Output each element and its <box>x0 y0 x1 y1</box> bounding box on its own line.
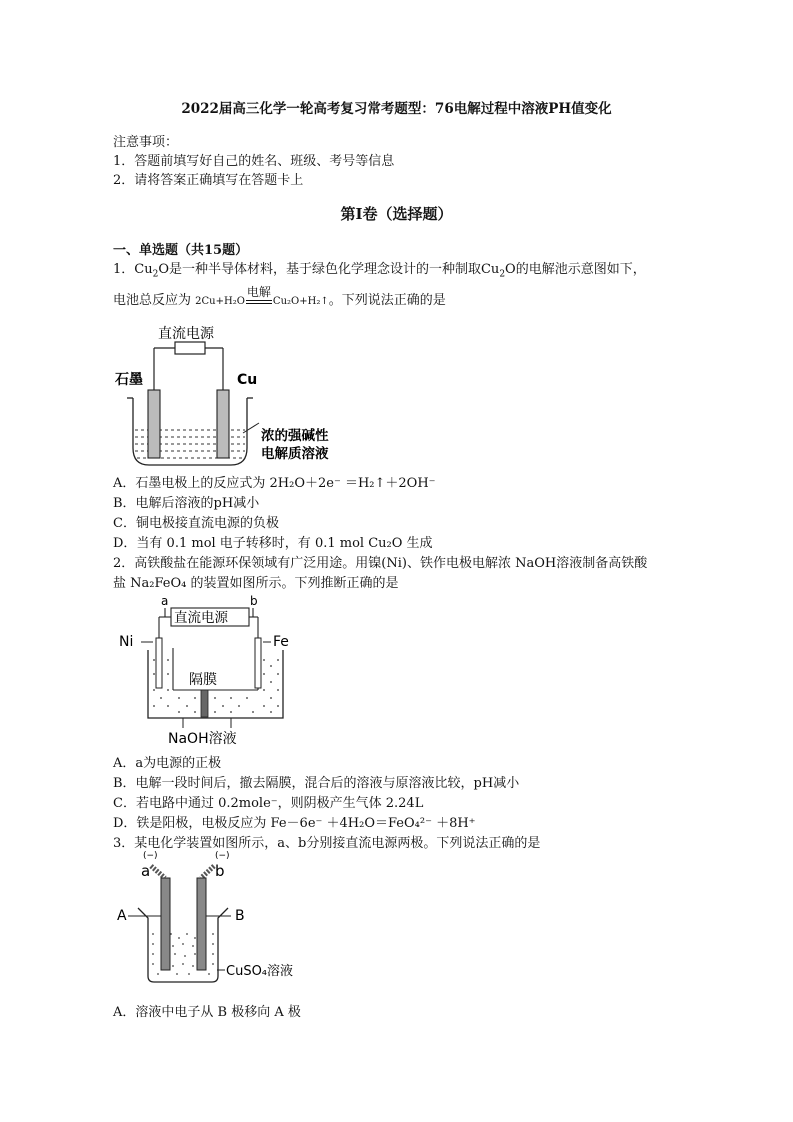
q1-cu-electrode <box>217 390 229 458</box>
q1-graphite-label: 石墨 <box>115 372 143 388</box>
q2-solution-label: NaOH溶液 <box>168 731 237 747</box>
q1-stem: 1．$Cu_2O$是一种半导体材料，基于绿色化学理念设计的一种制取$Cu_2O$的电解池示意图如下， <box>113 262 646 280</box>
q2-ni-label: Ni <box>119 634 134 650</box>
q1-equation-line: 电池总反应为 2Cu+H₂O 电解 Cu₂O+H₂↑。下列说法正确的是 <box>113 285 446 308</box>
q3-sign-b: (−) <box>215 851 230 861</box>
q2-stem-line-1: 2．高铁酸盐在能源环保领域有广泛用途。用镍(Ni)、铁作电极电解浓 NaOH溶液制备高铁酸 <box>113 556 648 571</box>
q2-power-label: 直流电源 <box>174 610 228 626</box>
q1-option-d: D．当有 0.1 mol 电子转移时，有 0.1 mol Cu₂O 生成 <box>113 536 433 551</box>
notice-item-1: 1．答题前填写好自己的姓名、班级、考号等信息 <box>113 154 395 169</box>
q2-electrolysis-diagram <box>113 590 303 750</box>
q3-solution-label: CuSO₄溶液 <box>226 964 294 979</box>
q1-resistor <box>175 342 205 354</box>
q1-option-c: C．铜电极接直流电源的负极 <box>113 516 279 531</box>
q2-membrane <box>201 690 208 717</box>
q3-electrode-A <box>161 878 170 970</box>
q2-label-b: b <box>250 594 258 608</box>
q1-electrolyte-label-1: 浓的强碱性 <box>261 428 329 444</box>
q3-wire-b <box>201 866 214 878</box>
q1-graphite-electrode <box>148 390 160 458</box>
q2-label-a: a <box>161 594 169 608</box>
q3-electrochem-diagram <box>113 848 313 993</box>
q2-option-d: D．铁是阳极，电极反应为 Fe－6e⁻ ＋4H₂O＝FeO₄²⁻ ＋8H⁺ <box>113 816 476 831</box>
q1-option-a: A．石墨电极上的反应式为 2H₂O＋2e⁻ ＝H₂↑＋2OH⁻ <box>113 476 436 491</box>
q2-ni-electrode <box>156 638 162 688</box>
q2-option-c: C．若电路中通过 0.2mole⁻，则阴极产生气体 2.24L <box>113 796 424 811</box>
q1-equation: 2Cu+H₂O 电解 Cu₂O+H₂↑ <box>195 285 329 307</box>
q3-option-a: A．溶液中电子从 B 极移向 A 极 <box>113 1005 301 1020</box>
q1-electrolysis-diagram <box>113 318 353 473</box>
q2-option-b: B．电解一段时间后，撤去隔膜，混合后的溶液与原溶液比较，pH减小 <box>113 776 520 791</box>
q3-wire-a <box>151 866 165 878</box>
notice-header: 注意事项： <box>113 135 179 150</box>
q2-membrane-label: 隔膜 <box>189 672 217 688</box>
q1-electrolyte-label-2: 电解质溶液 <box>261 446 329 462</box>
document-title: 2022届高三化学一轮高考复习常考题型：76电解过程中溶液PH值变化 <box>181 101 612 117</box>
q3-electrode-B <box>197 878 206 970</box>
q3-label-A: A <box>117 908 127 924</box>
q3-stem: 3．某电化学装置如图所示，a、b分别接直流电源两极。下列说法正确的是 <box>113 836 541 851</box>
q1-option-b: B．电解后溶液的pH减小 <box>113 496 260 511</box>
volume-title: 第I卷（选择题） <box>340 205 453 223</box>
q3-label-a: a <box>141 862 151 880</box>
q2-option-a: A．a为电源的正极 <box>113 756 222 771</box>
q3-sign-a: (−) <box>143 851 158 861</box>
q2-fe-electrode <box>255 638 261 688</box>
section-title: 一、单选题（共15题） <box>113 243 249 258</box>
q1-power-label: 直流电源 <box>158 326 214 342</box>
q3-beaker <box>138 908 228 982</box>
notice-item-2: 2．请将答案正确填写在答题卡上 <box>113 173 304 188</box>
q2-stem-line-2: 盐 Na₂FeO₄ 的装置如图所示。下列推断正确的是 <box>113 576 399 591</box>
q3-label-b: b <box>215 862 225 880</box>
q3-label-B: B <box>235 908 245 924</box>
q2-fe-label: Fe <box>273 634 289 650</box>
q1-cu-label: Cu <box>237 372 258 388</box>
